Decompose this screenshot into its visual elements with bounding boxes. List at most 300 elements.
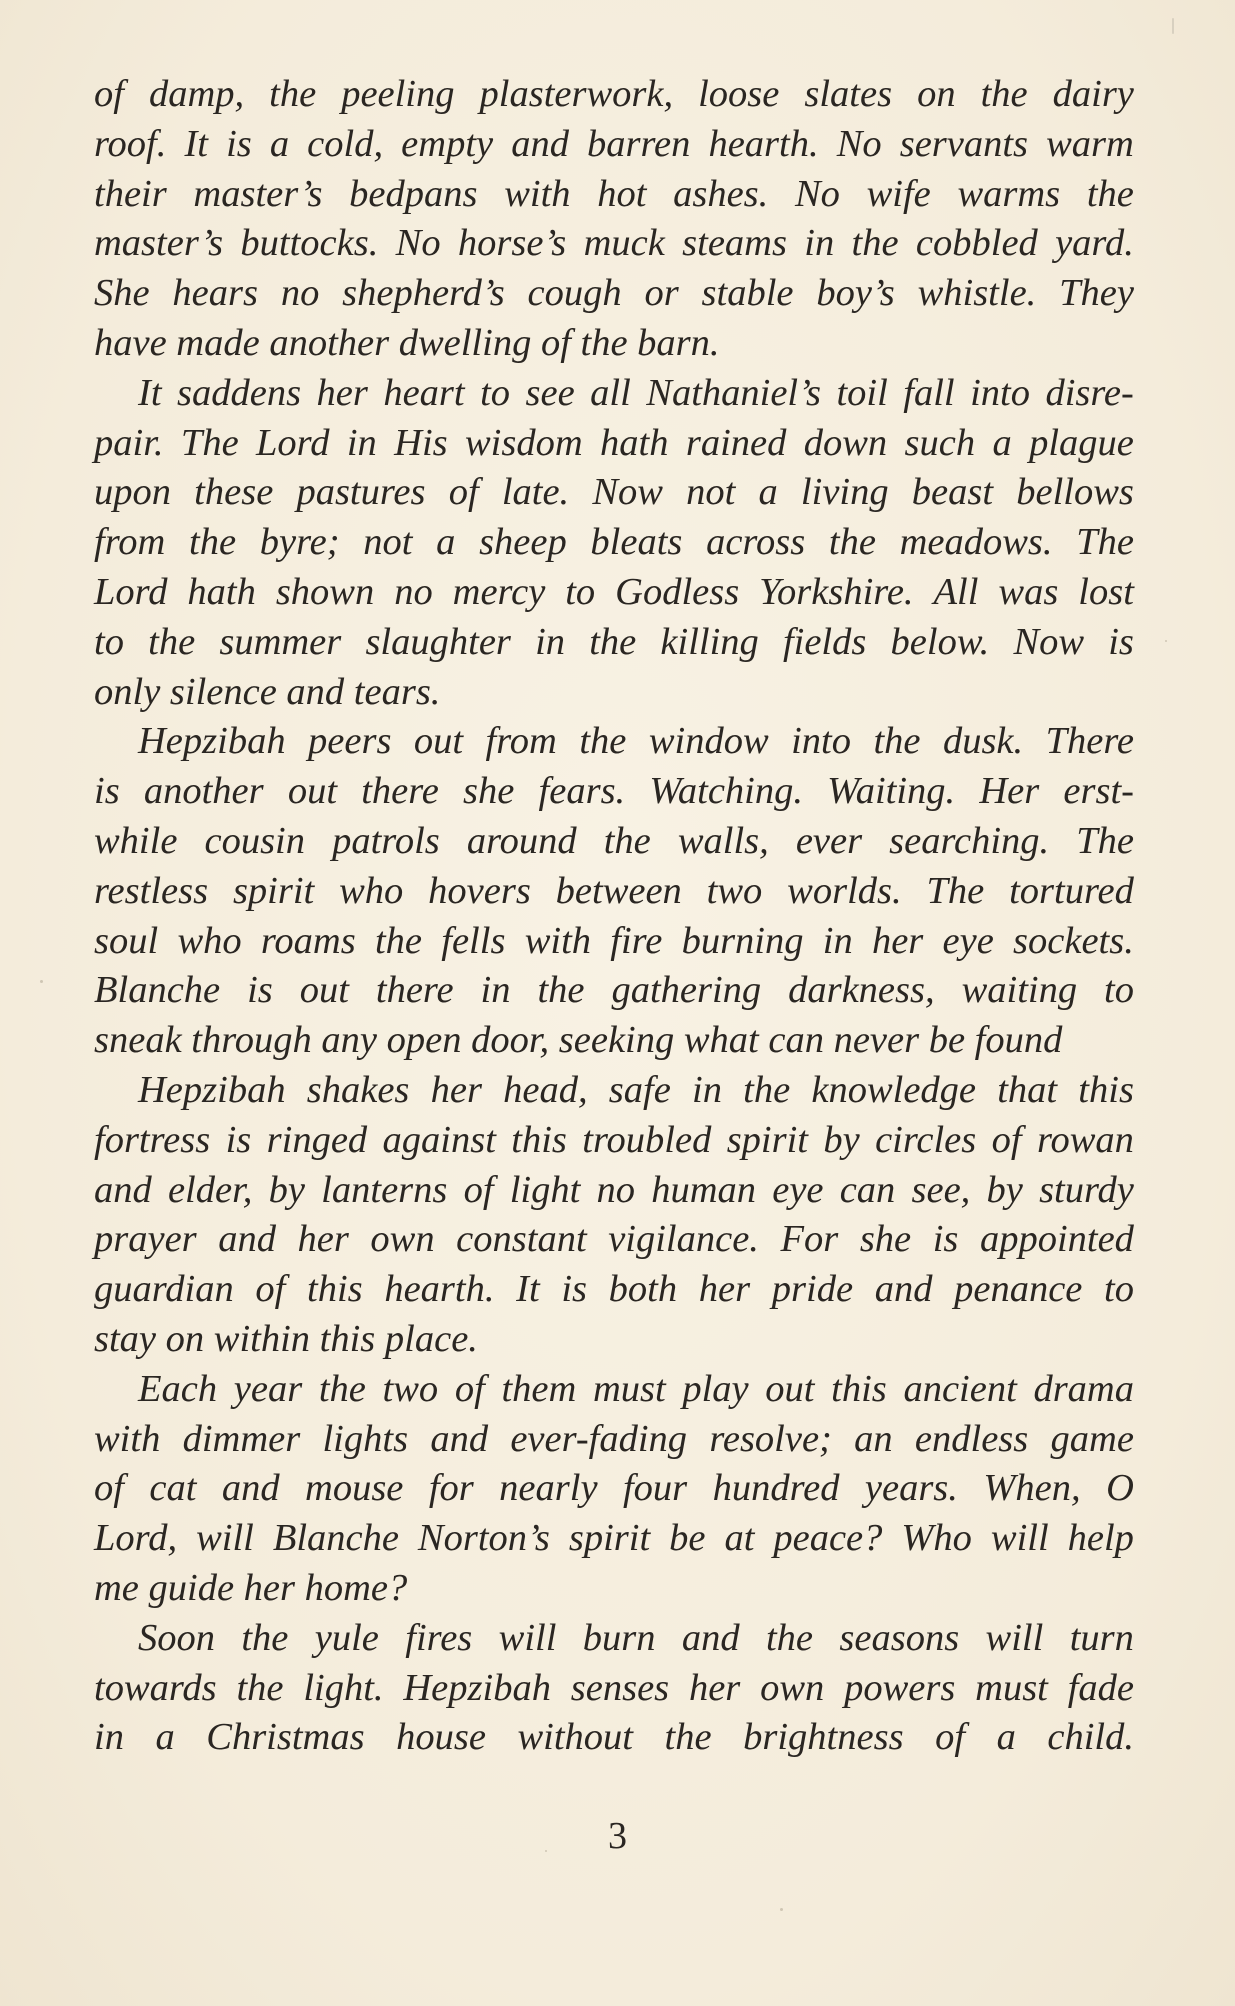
word: searching. bbox=[889, 819, 1050, 862]
word: the bbox=[743, 1068, 791, 1111]
word: a bbox=[155, 1716, 175, 1759]
word: was bbox=[998, 570, 1059, 613]
word: such bbox=[904, 421, 976, 464]
word: muck bbox=[583, 222, 665, 265]
word: her bbox=[297, 1218, 349, 1261]
word: spirit bbox=[232, 869, 315, 912]
word: she bbox=[859, 1218, 912, 1261]
word: spirit bbox=[726, 1118, 808, 1161]
word: wisdom bbox=[465, 421, 583, 464]
word: play bbox=[682, 1367, 749, 1410]
word: will bbox=[196, 1517, 254, 1560]
text-line bbox=[94, 917, 1134, 967]
word: Hepzibah bbox=[138, 720, 286, 763]
word: Who bbox=[901, 1517, 972, 1560]
word: will bbox=[985, 1616, 1044, 1659]
word: in bbox=[535, 620, 566, 663]
text-line bbox=[94, 1664, 1134, 1714]
word: out bbox=[765, 1367, 815, 1410]
word: no bbox=[280, 272, 320, 315]
word: of bbox=[454, 1367, 485, 1410]
word: hath bbox=[187, 570, 256, 613]
text-line: sneak through any open door, seeking what can never be found bbox=[94, 1019, 1063, 1062]
word: slaughter bbox=[365, 620, 511, 663]
word: toil bbox=[836, 371, 888, 414]
word: not bbox=[686, 471, 736, 514]
word: pair. bbox=[94, 421, 164, 464]
word: four bbox=[622, 1467, 688, 1510]
word: eye bbox=[772, 1168, 824, 1211]
text-line bbox=[94, 419, 1134, 469]
word: and bbox=[221, 1467, 280, 1510]
word: the bbox=[851, 222, 899, 265]
word: hovers bbox=[428, 869, 531, 912]
word: brightness bbox=[743, 1716, 904, 1759]
word: Hepzibah bbox=[403, 1666, 551, 1709]
word: their bbox=[94, 172, 167, 215]
word: this bbox=[307, 1268, 363, 1311]
word: the bbox=[537, 969, 585, 1012]
word: no bbox=[394, 570, 433, 613]
word: Lord bbox=[256, 421, 330, 464]
word: sockets. bbox=[1013, 919, 1134, 962]
text-line bbox=[94, 1713, 1134, 1763]
word: Now bbox=[1013, 620, 1085, 663]
word: No bbox=[836, 122, 882, 165]
word: the bbox=[189, 521, 237, 564]
word: horse’s bbox=[457, 222, 567, 265]
word: For bbox=[780, 1218, 839, 1261]
word: in bbox=[480, 969, 511, 1012]
word: peeling bbox=[341, 73, 455, 115]
word: It bbox=[184, 122, 208, 165]
word: They bbox=[1059, 272, 1134, 315]
word: servants bbox=[899, 122, 1029, 165]
word: plague bbox=[1029, 421, 1134, 464]
word: them bbox=[501, 1367, 577, 1410]
word: see, bbox=[911, 1168, 971, 1211]
paper-speck bbox=[1172, 18, 1174, 34]
word: warms bbox=[957, 172, 1061, 215]
word: warm bbox=[1046, 122, 1134, 165]
word: stable bbox=[701, 272, 794, 315]
word: will bbox=[498, 1616, 557, 1659]
word: own bbox=[760, 1666, 825, 1709]
word: ever bbox=[795, 819, 863, 862]
word: tortured bbox=[1009, 869, 1134, 912]
word: these bbox=[194, 471, 274, 514]
word: the bbox=[589, 620, 637, 663]
word: Waiting. bbox=[827, 770, 956, 813]
word: head, bbox=[503, 1068, 588, 1111]
word: It bbox=[516, 1268, 540, 1311]
word: buttocks. bbox=[240, 222, 379, 265]
word: fortress bbox=[94, 1118, 211, 1161]
word: whistle. bbox=[917, 272, 1037, 315]
word: Her bbox=[979, 770, 1040, 813]
word: out bbox=[413, 720, 464, 763]
word: into bbox=[791, 720, 851, 763]
word: this bbox=[831, 1367, 887, 1410]
word: empty bbox=[401, 122, 494, 165]
word: drama bbox=[1033, 1367, 1134, 1410]
word: both bbox=[608, 1268, 678, 1311]
word: ancient bbox=[903, 1367, 1017, 1410]
word: hearth. bbox=[708, 122, 819, 165]
word: by bbox=[986, 1168, 1023, 1211]
word: the bbox=[579, 720, 627, 763]
word: to bbox=[94, 620, 124, 663]
word: fade bbox=[1067, 1666, 1134, 1709]
word: an bbox=[854, 1417, 893, 1460]
word: and bbox=[94, 1168, 152, 1211]
word: to bbox=[480, 371, 511, 414]
word: and bbox=[218, 1218, 276, 1261]
text-line bbox=[94, 618, 1134, 668]
word: will bbox=[990, 1517, 1049, 1560]
word: fields bbox=[782, 620, 867, 663]
word: the bbox=[828, 521, 876, 564]
word: resolve; bbox=[709, 1417, 832, 1460]
word: peers bbox=[308, 720, 392, 763]
word: must bbox=[592, 1367, 666, 1410]
word: Watching. bbox=[649, 770, 803, 813]
word: cold, bbox=[307, 122, 384, 165]
word: O bbox=[1106, 1467, 1134, 1510]
word: a bbox=[992, 421, 1012, 464]
word: loose bbox=[698, 73, 780, 115]
word: hears bbox=[172, 272, 258, 315]
word: sheep bbox=[479, 521, 567, 564]
word: prayer bbox=[94, 1218, 197, 1261]
word: towards bbox=[94, 1666, 217, 1709]
word: is bbox=[94, 770, 120, 813]
word: soul bbox=[94, 919, 159, 962]
word: into bbox=[970, 371, 1030, 414]
word: fells bbox=[441, 919, 506, 962]
word: restless bbox=[94, 869, 209, 912]
word: beast bbox=[911, 471, 994, 514]
word: safe bbox=[608, 1068, 671, 1111]
word: steams bbox=[682, 222, 787, 265]
word: lanterns bbox=[321, 1168, 448, 1211]
text-line: only silence and tears. bbox=[94, 670, 441, 713]
word: human bbox=[651, 1168, 757, 1211]
word: to bbox=[1104, 1268, 1134, 1311]
word: No bbox=[395, 222, 441, 265]
word: by bbox=[268, 1168, 305, 1211]
word: her bbox=[871, 919, 924, 962]
word: below. bbox=[890, 620, 990, 663]
word: fears. bbox=[538, 770, 626, 813]
word: turn bbox=[1069, 1616, 1134, 1659]
word: Godless bbox=[615, 570, 740, 613]
word: constant bbox=[456, 1218, 587, 1261]
word: see bbox=[525, 371, 575, 414]
word: is bbox=[225, 1118, 252, 1161]
word: own bbox=[370, 1218, 435, 1261]
word: The bbox=[1076, 521, 1134, 564]
text-line bbox=[94, 1166, 1134, 1216]
word: seasons bbox=[839, 1616, 960, 1659]
word: the bbox=[318, 1367, 366, 1410]
word: upon bbox=[94, 471, 171, 514]
word: rained bbox=[685, 421, 787, 464]
word: there bbox=[375, 969, 454, 1012]
word: or bbox=[644, 272, 679, 315]
word: slates bbox=[804, 73, 893, 115]
word: Each bbox=[138, 1367, 218, 1410]
word: in bbox=[692, 1068, 722, 1111]
word: her bbox=[316, 371, 368, 414]
word: troubled bbox=[582, 1118, 712, 1161]
word: lights bbox=[322, 1417, 409, 1460]
paper-speck bbox=[545, 1850, 547, 1852]
word: byre; bbox=[259, 521, 340, 564]
text-line bbox=[94, 966, 1134, 1016]
word: powers bbox=[844, 1666, 956, 1709]
word: window bbox=[648, 720, 769, 763]
word: peace? bbox=[773, 1517, 883, 1560]
text-line bbox=[94, 1415, 1134, 1465]
word: Now bbox=[592, 471, 663, 514]
paper-speck bbox=[1165, 640, 1167, 642]
word: shepherd’s bbox=[342, 272, 505, 315]
word: at bbox=[724, 1517, 755, 1560]
word: walls, bbox=[677, 819, 769, 862]
word: a bbox=[436, 521, 456, 564]
word: to bbox=[565, 570, 596, 613]
word: fall bbox=[903, 371, 955, 414]
word: mouse bbox=[305, 1467, 404, 1510]
word: Blanche bbox=[272, 1517, 399, 1560]
word: Christmas bbox=[206, 1716, 365, 1759]
word: guardian bbox=[94, 1268, 234, 1311]
text-line bbox=[94, 70, 1134, 120]
word: spirit bbox=[568, 1517, 651, 1560]
word: house bbox=[396, 1716, 486, 1759]
text-line bbox=[94, 767, 1134, 817]
word: Nathaniel’s bbox=[646, 371, 821, 414]
word: master’s bbox=[94, 222, 224, 265]
word: gathering bbox=[611, 969, 762, 1012]
word: her bbox=[430, 1068, 482, 1111]
word: with bbox=[524, 919, 592, 962]
word: She bbox=[94, 272, 150, 315]
word: is bbox=[932, 1218, 959, 1261]
word: and bbox=[681, 1616, 740, 1659]
word: of bbox=[991, 1118, 1022, 1161]
word: years. bbox=[864, 1467, 958, 1510]
word: When, bbox=[983, 1467, 1081, 1510]
word: the bbox=[269, 73, 317, 115]
word: roams bbox=[260, 919, 356, 962]
paper-speck bbox=[780, 1908, 783, 1911]
word: not bbox=[363, 521, 413, 564]
body-text bbox=[94, 70, 1134, 1763]
text-line: have made another dwelling of the barn. bbox=[94, 321, 720, 364]
word: Hepzibah bbox=[138, 1068, 286, 1111]
word: cobbled bbox=[915, 222, 1038, 265]
word: plasterwork, bbox=[479, 73, 674, 115]
word: of bbox=[94, 73, 124, 115]
word: this bbox=[511, 1118, 567, 1161]
word: cough bbox=[527, 272, 622, 315]
word: boy’s bbox=[816, 272, 895, 315]
text-line bbox=[94, 1116, 1134, 1166]
word: on bbox=[917, 73, 956, 115]
word: another bbox=[143, 770, 264, 813]
word: between bbox=[555, 869, 682, 912]
word: be bbox=[669, 1517, 706, 1560]
word: Blanche bbox=[94, 969, 221, 1012]
word: for bbox=[428, 1467, 474, 1510]
word: burning bbox=[681, 919, 804, 962]
word: rowan bbox=[1036, 1118, 1134, 1161]
text-line bbox=[94, 568, 1134, 618]
word: hath bbox=[600, 421, 669, 464]
word: endless bbox=[914, 1417, 1029, 1460]
word: Soon bbox=[138, 1616, 215, 1659]
word: light. bbox=[303, 1666, 384, 1709]
word: The bbox=[1076, 819, 1134, 862]
word: light bbox=[509, 1168, 581, 1211]
word: barren bbox=[587, 122, 691, 165]
word: meadows. bbox=[899, 521, 1053, 564]
word: yard. bbox=[1055, 222, 1134, 265]
text-line bbox=[94, 717, 1134, 767]
word: who bbox=[339, 869, 404, 912]
text-line: me guide her home? bbox=[94, 1566, 408, 1609]
word: the bbox=[241, 1616, 289, 1659]
word: by bbox=[823, 1118, 860, 1161]
word: yule bbox=[314, 1616, 379, 1659]
word: must bbox=[975, 1666, 1048, 1709]
word: who bbox=[177, 919, 242, 962]
word: out bbox=[299, 969, 349, 1012]
word: the bbox=[873, 720, 921, 763]
text-line: stay on within this place. bbox=[94, 1317, 478, 1360]
word: dimmer bbox=[182, 1417, 301, 1460]
text-line bbox=[94, 219, 1134, 269]
word: a bbox=[269, 122, 290, 165]
word: child. bbox=[1047, 1716, 1134, 1759]
word: her bbox=[688, 1666, 741, 1709]
word: of bbox=[448, 471, 479, 514]
text-line bbox=[94, 170, 1134, 220]
text-line bbox=[94, 468, 1134, 518]
word: in bbox=[822, 919, 853, 962]
word: penance bbox=[954, 1268, 1083, 1311]
word: His bbox=[394, 421, 448, 464]
word: patrols bbox=[332, 819, 440, 862]
word: the bbox=[236, 1666, 284, 1709]
word: two bbox=[382, 1367, 439, 1410]
word: with bbox=[504, 172, 571, 215]
text-line bbox=[94, 1464, 1134, 1514]
word: pastures bbox=[296, 471, 426, 514]
word: dusk. bbox=[942, 720, 1024, 763]
word: of bbox=[463, 1168, 494, 1211]
word: disre- bbox=[1045, 371, 1134, 414]
word: around bbox=[466, 819, 577, 862]
word: game bbox=[1050, 1417, 1134, 1460]
word: damp, bbox=[148, 73, 245, 115]
text-line bbox=[94, 518, 1134, 568]
word: shown bbox=[275, 570, 375, 613]
word: without bbox=[517, 1716, 634, 1759]
word: a bbox=[758, 471, 778, 514]
word: is bbox=[247, 969, 273, 1012]
word: the bbox=[603, 819, 651, 862]
word: cat bbox=[149, 1467, 197, 1510]
word: in bbox=[346, 421, 377, 464]
word: and bbox=[511, 122, 569, 165]
word: against bbox=[382, 1118, 496, 1161]
word: across bbox=[706, 521, 806, 564]
word: bedpans bbox=[349, 172, 478, 215]
word: year bbox=[233, 1367, 303, 1410]
word: senses bbox=[570, 1666, 670, 1709]
word: erst- bbox=[1063, 770, 1134, 813]
word: darkness, bbox=[788, 969, 935, 1012]
word: sturdy bbox=[1039, 1168, 1134, 1211]
word: The bbox=[926, 869, 985, 912]
word: nearly bbox=[499, 1467, 598, 1510]
word: she bbox=[463, 770, 515, 813]
word: bellows bbox=[1016, 471, 1134, 514]
word: shakes bbox=[306, 1068, 410, 1111]
word: fires bbox=[405, 1616, 473, 1659]
paper-speck bbox=[40, 980, 43, 983]
word: hot bbox=[597, 172, 647, 215]
word: the bbox=[1086, 172, 1134, 215]
word: mercy bbox=[452, 570, 546, 613]
word: waiting bbox=[961, 969, 1078, 1012]
word: from bbox=[485, 720, 557, 763]
word: ashes. bbox=[673, 172, 769, 215]
word: a bbox=[996, 1716, 1016, 1759]
word: from bbox=[94, 521, 166, 564]
text-line bbox=[94, 369, 1134, 419]
word: killing bbox=[660, 620, 759, 663]
word: wife bbox=[866, 172, 931, 215]
word: there bbox=[361, 770, 439, 813]
word: while bbox=[94, 819, 178, 862]
word: pride bbox=[771, 1268, 854, 1311]
word: no bbox=[596, 1168, 636, 1211]
word: is bbox=[561, 1268, 588, 1311]
word: the bbox=[765, 1616, 814, 1659]
word: dairy bbox=[1052, 73, 1134, 115]
word: the bbox=[980, 73, 1028, 115]
word: There bbox=[1045, 720, 1134, 763]
word: and bbox=[874, 1268, 933, 1311]
text-line bbox=[94, 817, 1134, 867]
word: heart bbox=[383, 371, 465, 414]
word: Yorkshire. bbox=[759, 570, 914, 613]
word: out bbox=[287, 770, 338, 813]
text-line bbox=[94, 1514, 1134, 1564]
word: knowledge bbox=[811, 1068, 977, 1111]
word: two bbox=[706, 869, 763, 912]
word: all bbox=[590, 371, 631, 414]
text-line bbox=[94, 1066, 1134, 1116]
word: roof. bbox=[94, 122, 167, 165]
word: in bbox=[94, 1716, 124, 1759]
word: worlds. bbox=[787, 869, 902, 912]
word: with bbox=[94, 1417, 161, 1460]
